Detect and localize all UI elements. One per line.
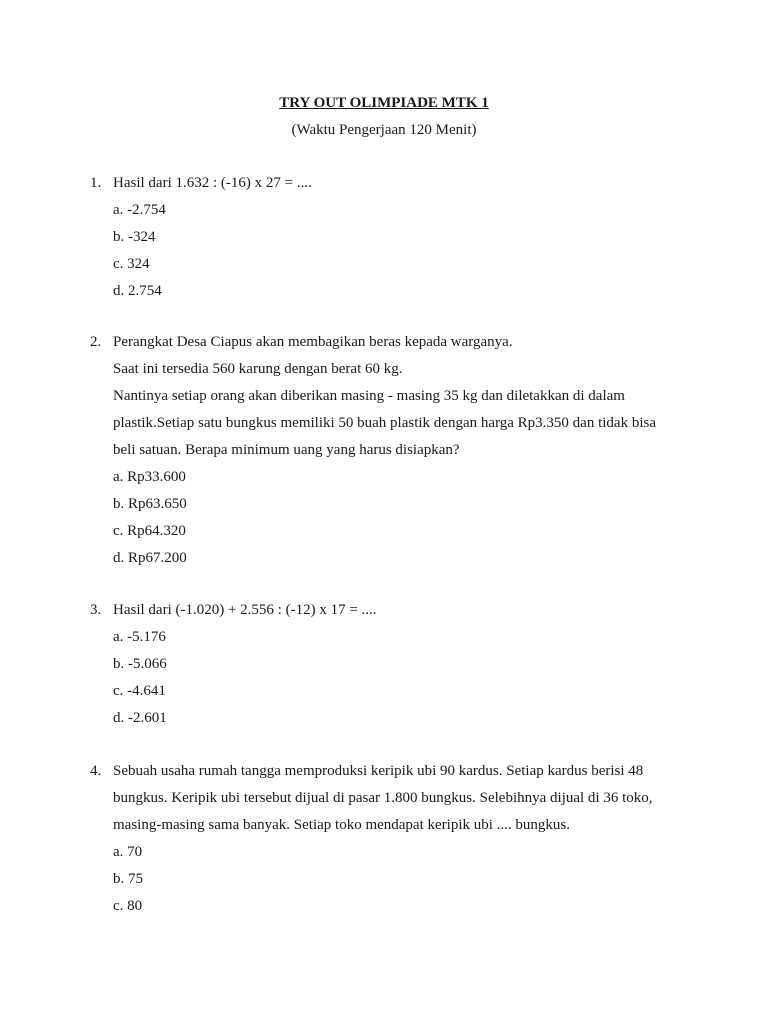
question-text-line: masing-masing sama banyak. Setiap toko mendapat keripik ubi .... bungkus.: [113, 817, 571, 833]
question-body: [113, 170, 683, 305]
answer-option-a: a. -5.176: [113, 629, 166, 645]
answer-option-d: d. Rp67.200: [113, 550, 187, 566]
question-text-line: bungkus. Keripik ubi tersebut dijual di pasar 1.800 bungkus. Selebihnya dijual di 36 toko,: [113, 790, 653, 806]
question-text-line: Nantinya setiap orang akan diberikan masing - masing 35 kg dan diletakkan di dalam: [113, 388, 625, 404]
answer-option-b: b. Rp63.650: [113, 496, 187, 512]
answer-option-c: c. Rp64.320: [113, 523, 186, 539]
answer-option-d: d. -2.601: [113, 710, 167, 726]
answer-option-a: a. Rp33.600: [113, 469, 186, 485]
question-text-line: beli satuan. Berapa minimum uang yang harus disiapkan?: [113, 442, 460, 458]
question-text-line: Sebuah usaha rumah tangga memproduksi keripik ubi 90 kardus. Setiap kardus berisi 48: [113, 763, 644, 779]
question-text-line: Hasil dari 1.632 : (-16) x 27 = ....: [113, 175, 312, 191]
question-text-line: Hasil dari (-1.020) + 2.556 : (-12) x 17 = ....: [113, 602, 377, 618]
question-body: [113, 758, 683, 920]
answer-option-a: a. -2.754: [113, 202, 166, 218]
answer-option-b: b. -5.066: [113, 656, 167, 672]
document-title: TRY OUT OLIMPIADE MTK 1: [279, 95, 489, 111]
question-text-line: Saat ini tersedia 560 karung dengan berat 60 kg.: [113, 361, 403, 377]
question-number: 3.: [90, 602, 102, 618]
question-text-line: Perangkat Desa Ciapus akan membagikan beras kepada warganya.: [113, 334, 513, 350]
answer-option-d: d. 2.754: [113, 283, 162, 299]
answer-option-b: b. 75: [113, 871, 143, 887]
answer-option-b: b. -324: [113, 229, 156, 245]
answer-option-c: c. 80: [113, 898, 143, 914]
answer-option-c: c. -4.641: [113, 683, 166, 699]
question-number: 4.: [90, 763, 102, 779]
question-text-line: plastik.Setiap satu bungkus memiliki 50 buah plastik dengan harga Rp3.350 dan tidak bisa: [113, 415, 656, 431]
answer-option-a: a. 70: [113, 844, 143, 860]
question-number: 1.: [90, 175, 102, 191]
question-body: [113, 597, 683, 732]
document-subtitle: (Waktu Pengerjaan 120 Menit): [291, 122, 477, 138]
question-body: [113, 329, 683, 572]
answer-option-c: c. 324: [113, 256, 150, 272]
question-number: 2.: [90, 334, 102, 350]
